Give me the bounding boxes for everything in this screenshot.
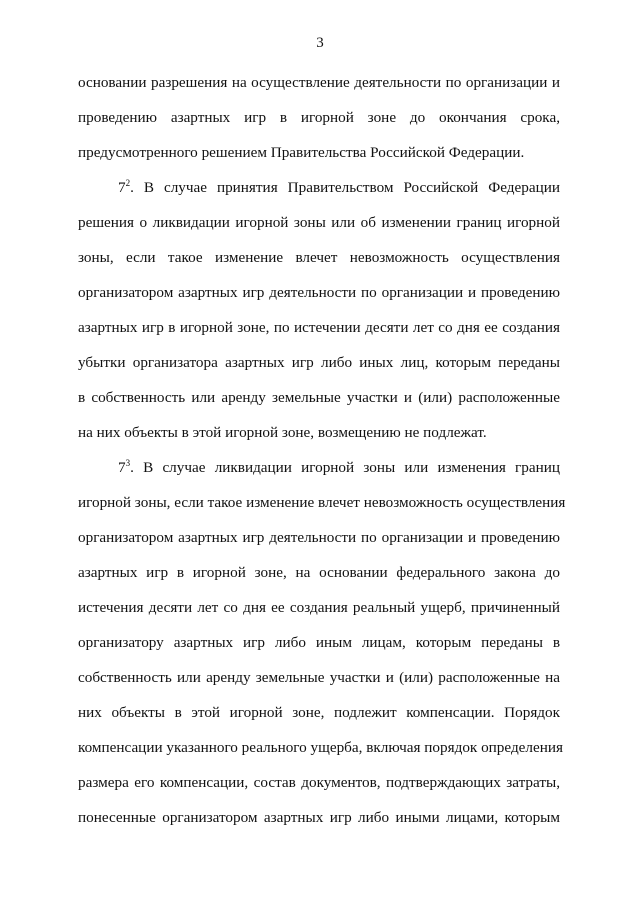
paragraph-line: азартных игр в игорной зоне, на основании федерального закона до	[78, 564, 560, 581]
paragraph-line: организатором азартных игр деятельности по организации и проведению	[78, 284, 560, 301]
paragraph-line: понесенные организатором азартных игр либо иными лицами, которым	[78, 809, 560, 826]
paragraph-line: азартных игр в игорной зоне, по истечении десяти лет со дня ее создания	[78, 319, 560, 336]
paragraph-line: зоны, если такое изменение влечет невозможность осуществления	[78, 249, 560, 266]
paragraph-line: организатору азартных игр либо иным лицам, которым переданы в	[78, 634, 560, 651]
paragraph-line: решения о ликвидации игорной зоны или об изменении границ игорной	[78, 214, 560, 231]
section-number: 7	[118, 459, 126, 476]
section-number: 7	[118, 179, 126, 196]
paragraph-line: убытки организатора азартных игр либо иных лиц, которым переданы	[78, 354, 560, 371]
paragraph-line: основании разрешения на осуществление деятельности по организации и	[78, 74, 560, 91]
section-line-text: . В случае принятия Правительством Российской Федерации	[130, 179, 560, 196]
paragraph-line: на них объекты в этой игорной зоне, возмещению не подлежат.	[78, 424, 487, 441]
paragraph-line: предусмотренного решением Правительства Российской Федерации.	[78, 144, 525, 161]
paragraph-line: собственность или аренду земельные участки и (или) расположенные на	[78, 669, 560, 686]
paragraph-line: размера его компенсации, состав документов, подтверждающих затраты,	[78, 774, 560, 791]
section-7-3-first-line	[118, 458, 560, 478]
paragraph-line: них объекты в этой игорной зоне, подлежит компенсации. Порядок	[78, 704, 560, 721]
section-line-text: . В случае ликвидации игорной зоны или изменения границ	[130, 459, 560, 476]
paragraph-line: компенсации указанного реального ущерба, включая порядок определения	[78, 739, 563, 756]
page-number: 3	[316, 35, 324, 51]
paragraph-line: игорной зоны, если такое изменение влечет невозможность осуществления	[78, 494, 566, 511]
section-superscript: 2	[125, 178, 131, 188]
section-7-2-first-line	[118, 178, 560, 198]
paragraph-line: проведению азартных игр в игорной зоне до окончания срока,	[78, 109, 560, 126]
paragraph-line: в собственность или аренду земельные участки и (или) расположенные	[78, 389, 560, 406]
paragraph-line: организатором азартных игр деятельности по организации и проведению	[78, 529, 560, 546]
paragraph-line: истечения десяти лет со дня ее создания реальный ущерб, причиненный	[78, 599, 560, 616]
section-superscript: 3	[125, 458, 131, 468]
